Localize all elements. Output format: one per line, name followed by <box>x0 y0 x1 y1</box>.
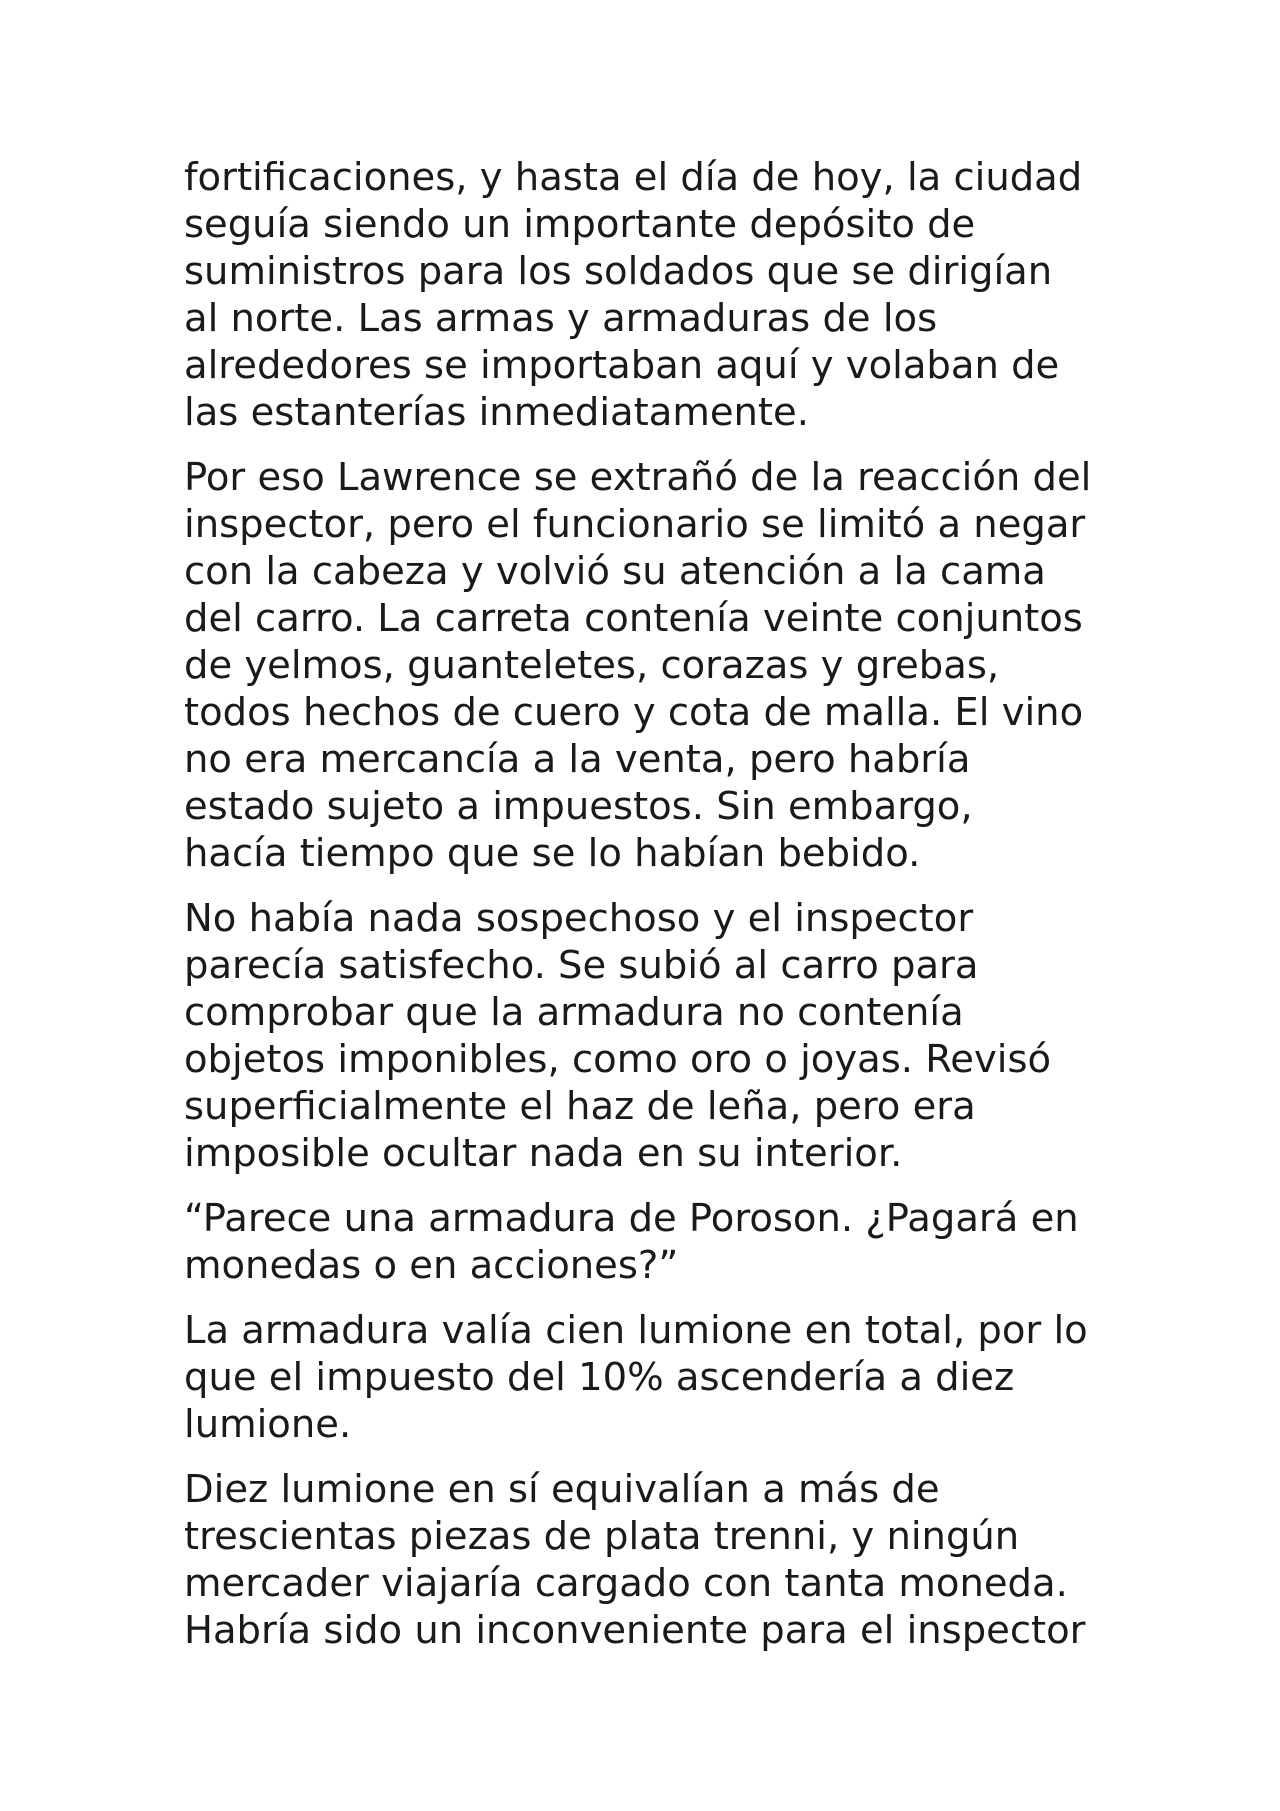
text-line: Habría sido un inconveniente para el inspector <box>184 1608 1086 1653</box>
text-line: Por eso Lawrence se extrañó de la reacción del <box>184 455 1092 500</box>
paragraph-4 <box>184 1195 1114 1289</box>
text-line: de yelmos, guanteletes, corazas y grebas, <box>184 643 1000 688</box>
paragraph-2 <box>184 454 1114 877</box>
paragraph-5 <box>184 1307 1114 1448</box>
text-line: monedas o en acciones?” <box>184 1243 679 1288</box>
paragraph-3 <box>184 895 1114 1177</box>
text-line: seguía siendo un importante depósito de <box>184 202 976 247</box>
text-line: todos hechos de cuero y cota de malla. El vino <box>184 690 1084 735</box>
text-line: No había nada sospechoso y el inspector <box>184 896 974 941</box>
text-line: que el impuesto del 10% ascendería a diez <box>184 1355 1015 1400</box>
paragraph-1 <box>184 154 1114 436</box>
text-line: imposible ocultar nada en su interior. <box>184 1131 903 1176</box>
text-line: hacía tiempo que se lo habían bebido. <box>184 831 921 876</box>
body-text <box>184 154 1114 1672</box>
text-line: fortificaciones, y hasta el día de hoy, la ciudad <box>184 155 1083 200</box>
text-line: alrededores se importaban aquí y volaban de <box>184 343 1060 388</box>
text-line: las estanterías inmediatamente. <box>184 390 809 435</box>
text-line: del carro. La carreta contenía veinte conjuntos <box>184 596 1083 641</box>
text-line: estado sujeto a impuestos. Sin embargo, <box>184 784 973 829</box>
text-line: parecía satisfecho. Se subió al carro para <box>184 943 979 988</box>
text-line: objetos imponibles, como oro o joyas. Revisó <box>184 1037 1052 1082</box>
text-line: superficialmente el haz de leña, pero era <box>184 1084 976 1129</box>
text-line: inspector, pero el funcionario se limitó a negar <box>184 502 1086 547</box>
text-line: “Parece una armadura de Poroson. ¿Pagará en <box>184 1196 1079 1241</box>
text-line: Diez lumione en sí equivalían a más de <box>184 1467 940 1512</box>
text-line: La armadura valía cien lumione en total, por lo <box>184 1308 1088 1353</box>
text-line: comprobar que la armadura no contenía <box>184 990 964 1035</box>
text-line: mercader viajaría cargado con tanta moneda. <box>184 1561 1068 1606</box>
text-line: trescientas piezas de plata trenni, y ningún <box>184 1514 1020 1559</box>
text-line: lumione. <box>184 1402 352 1447</box>
text-line: al norte. Las armas y armaduras de los <box>184 296 938 341</box>
paragraph-6 <box>184 1466 1114 1654</box>
text-line: no era mercancía a la venta, pero habría <box>184 737 971 782</box>
text-line: con la cabeza y volvió su atención a la cama <box>184 549 1046 594</box>
text-line: suministros para los soldados que se dirigían <box>184 249 1053 294</box>
